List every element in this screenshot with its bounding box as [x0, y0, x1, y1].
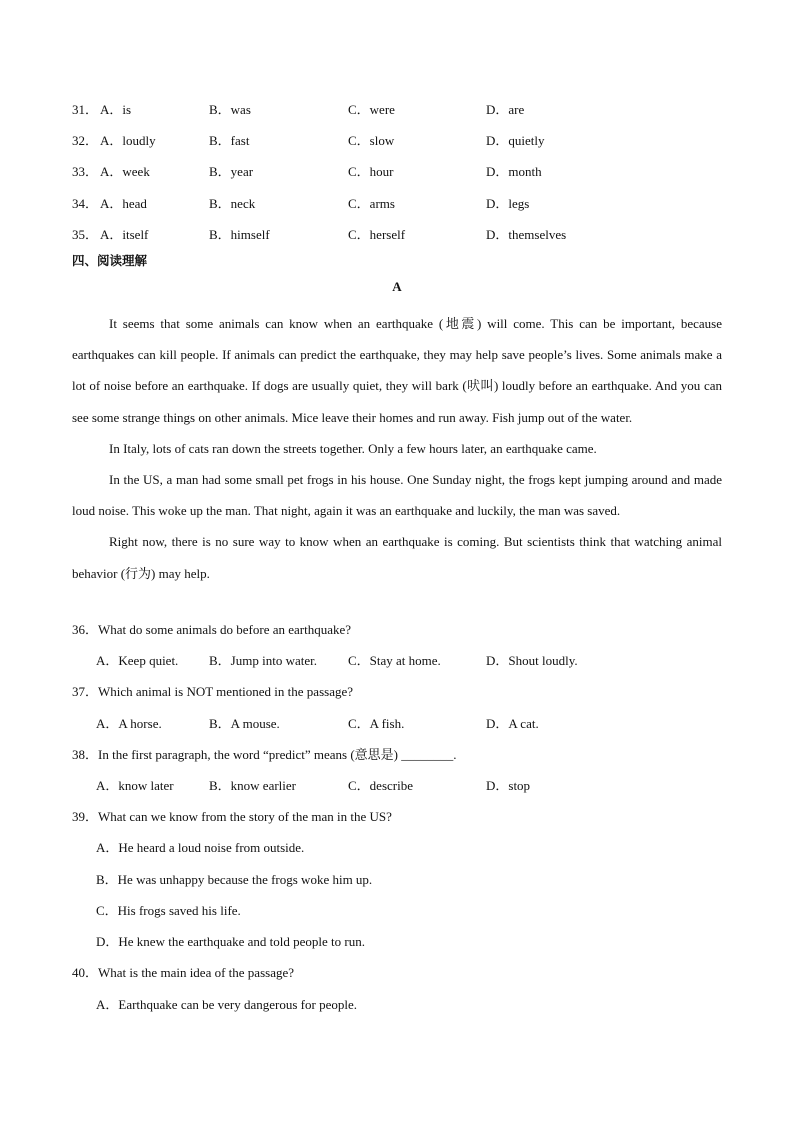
option-c: C．describe	[348, 778, 413, 793]
question-number: 31．	[72, 102, 99, 117]
option-d: D．legs	[486, 196, 530, 211]
question-40-stem: 40．What is the main idea of the passage?	[72, 965, 295, 980]
option-c: C．herself	[348, 227, 406, 242]
question-36-stem: 36．What do some animals do before an earthquake?	[72, 622, 352, 637]
question-37-stem: 37．Which animal is NOT mentioned in the passage?	[72, 684, 353, 699]
passage-paragraph-4: Right now, there is no sure way to know when an earthquake is coming. But scientists think that watching animal behavior (行为) may help.	[72, 534, 722, 581]
passage-paragraph-1: It seems that some animals can know when an earthquake (地震) will come. This can be important, because earthquakes can kill people. If animals can predict the earthquake, they may help save people’s lives. Some animals make a lot of noise before an earthquake. If dogs are usually quiet, they will bark (吠叫) loudly before an earthquake. And you can see some strange things on other animals. Mice leave their homes and run away. Fish jump out of the water.	[72, 316, 722, 425]
option-a: A．head	[100, 196, 147, 211]
option-a: A．He heard a loud noise from outside.	[96, 840, 305, 855]
option-b: B．neck	[209, 196, 256, 211]
question-38-options	[96, 777, 722, 795]
question-number: 34．	[72, 196, 99, 211]
passage-paragraph-3: In the US, a man had some small pet frogs in his house. One Sunday night, the frogs kept jumping around and made loud noise. This woke up the man. That night, again it was an earthquake and luckily, the man was saved.	[72, 472, 722, 519]
option-d: D．month	[486, 164, 542, 179]
option-c: C．slow	[348, 133, 395, 148]
option-d: D．Shout loudly.	[486, 653, 578, 668]
option-d: D．themselves	[486, 227, 567, 242]
option-c: C．Stay at home.	[348, 653, 441, 668]
option-d: D．stop	[486, 778, 531, 793]
option-b: B．Jump into water.	[209, 653, 317, 668]
passage-title: A	[392, 279, 402, 294]
option-a: A．loudly	[100, 133, 156, 148]
option-c: C．were	[348, 102, 395, 117]
option-d: D．A cat.	[486, 716, 539, 731]
option-a: A．know later	[96, 778, 174, 793]
question-37-options	[96, 715, 722, 733]
question-39-stem: 39．What can we know from the story of the man in the US?	[72, 809, 392, 824]
option-a: A．Earthquake can be very dangerous for people.	[96, 997, 357, 1012]
option-c: C．A fish.	[348, 716, 405, 731]
option-b: B．He was unhappy because the frogs woke him up.	[96, 872, 373, 887]
option-a: A．Keep quiet.	[96, 653, 179, 668]
question-36-options	[96, 652, 722, 670]
reading-passage	[72, 308, 722, 589]
option-d: D．He knew the earthquake and told people to run.	[96, 934, 365, 949]
option-a: A．A horse.	[96, 716, 162, 731]
question-number: 32．	[72, 133, 99, 148]
passage-paragraph-2: In Italy, lots of cats ran down the streets together. Only a few hours later, an earthquake came.	[109, 440, 597, 456]
option-c: C．hour	[348, 164, 394, 179]
question-38-stem: 38．In the first paragraph, the word “predict” means (意思是) ________.	[72, 747, 457, 762]
option-b: B．was	[209, 102, 251, 117]
option-b: B．year	[209, 164, 254, 179]
option-b: B．himself	[209, 227, 270, 242]
option-b: B．know earlier	[209, 778, 297, 793]
option-c: C．His frogs saved his life.	[96, 903, 241, 918]
option-c: C．arms	[348, 196, 395, 211]
option-a: A．is	[100, 102, 132, 117]
option-b: B．A mouse.	[209, 716, 280, 731]
option-d: D．quietly	[486, 133, 545, 148]
option-b: B．fast	[209, 133, 250, 148]
option-d: D．are	[486, 102, 525, 117]
question-number: 35．	[72, 227, 99, 242]
option-a: A．itself	[100, 227, 149, 242]
option-a: A．week	[100, 164, 150, 179]
question-number: 33．	[72, 164, 99, 179]
section-title: 四、阅读理解	[72, 253, 148, 268]
